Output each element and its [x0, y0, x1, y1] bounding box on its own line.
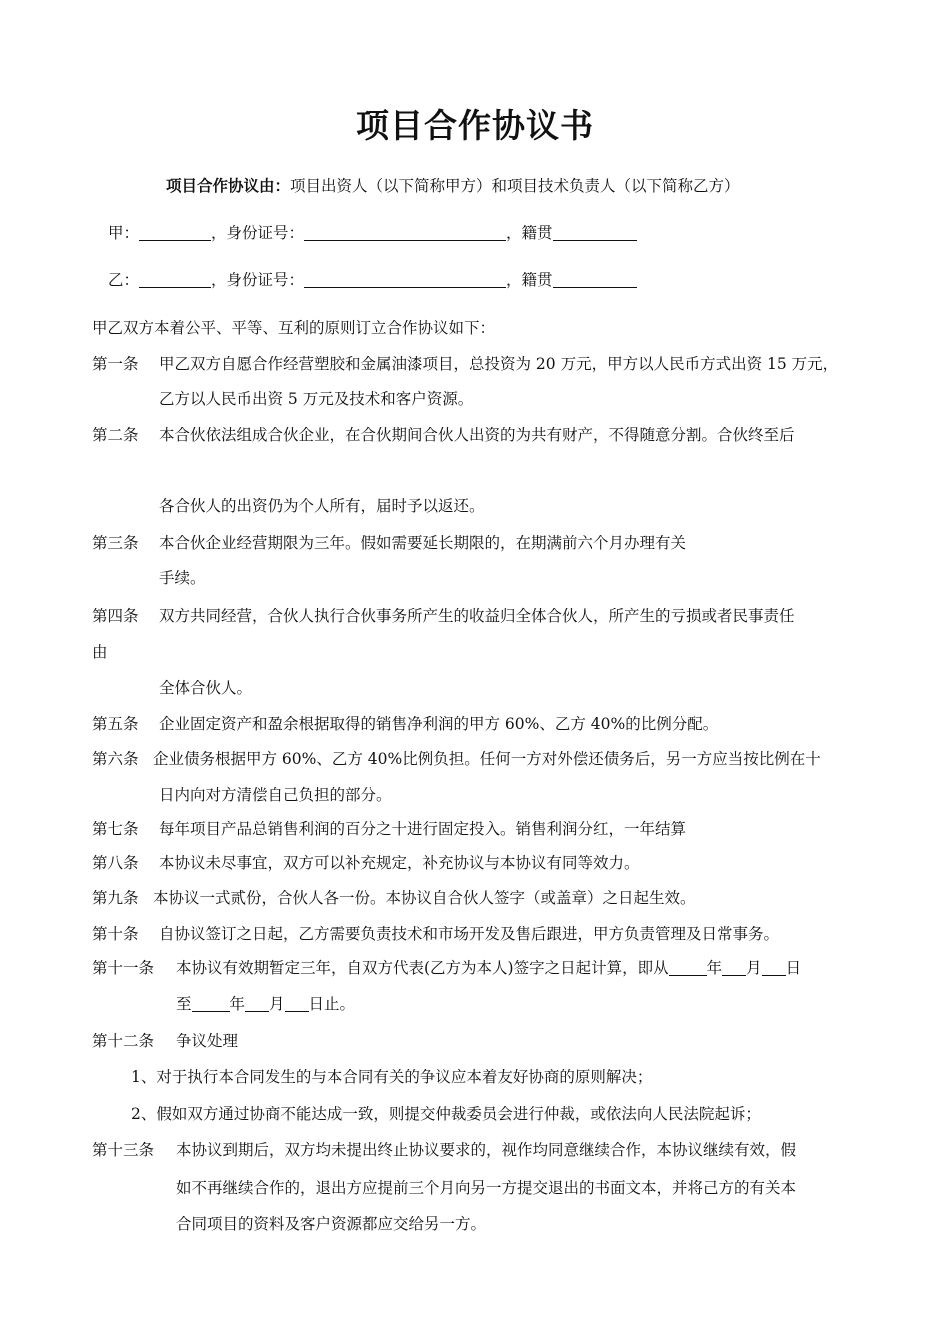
clause-10-line-1: 自协议签订之日起，乙方需要负责技术和市场开发及售后跟进，甲方负责管理及日常事务。	[159, 925, 780, 943]
clause-8-line-1: 本协议未尽事宜，双方可以补充规定，补充协议与本协议有同等效力。	[159, 854, 640, 872]
clause-5-line-1: 企业固定资产和盈余根据取得的销售净利润的甲方 60%、乙方 40%的比例分配。	[159, 715, 719, 733]
clause-12-item-2: 2、假如双方通过协商不能达成一致，则提交仲裁委员会进行仲裁，或依法向人民法院起诉；	[131, 1105, 761, 1123]
end-day-blank[interactable]	[285, 995, 309, 1012]
clause-6-line-1: 企业债务根据甲方 60%、乙方 40%比例负担。任何一方对外偿还债务后，另一方应当按比例在十	[153, 750, 821, 768]
clause-3-number: 第三条	[92, 534, 139, 552]
party-b-id-label: ，身份证号：	[211, 271, 305, 289]
clause-4-line-2: 由	[92, 643, 108, 661]
clause-13-line-2: 如不再继续合作的，退出方应提前三个月向另一方提交退出的书面文本，并将己方的有关本	[176, 1179, 797, 1197]
party-a-id-label: ，身份证号：	[211, 224, 305, 242]
clause-11-text-1: 本协议有效期暂定三年，自双方代表(乙方为本人)签字之日起计算，即从	[176, 959, 669, 977]
party-b-label: 乙：	[108, 271, 140, 289]
party-a-line	[108, 222, 637, 244]
start-day-label: 日	[785, 959, 802, 977]
clause-7-line-1: 每年项目产品总销售利润的百分之十进行固定投入。销售利润分红，一年结算	[159, 820, 687, 838]
clause-1-line-1: 甲乙双方自愿合作经营塑胶和金属油漆项目，总投资为 20 万元，甲方以人民币方式出资 15 万元，	[159, 355, 839, 373]
clause-11-text-2: 至	[176, 995, 192, 1013]
clause-9-line-1: 本协议一式贰份，合伙人各一份。本协议自合伙人签字（或盖章）之日起生效。	[153, 889, 696, 907]
start-day-blank[interactable]	[762, 959, 786, 976]
party-a-name-blank[interactable]	[139, 224, 211, 241]
clause-2-line-2: 各合伙人的出资仍为个人所有，届时予以返还。	[159, 497, 485, 515]
intro-label: 项目合作协议由：	[166, 176, 291, 195]
document-title: 项目合作协议书	[356, 106, 594, 145]
party-a-origin-label: ，籍贯	[506, 224, 553, 242]
end-month-label: 月	[269, 995, 285, 1013]
start-month-blank[interactable]	[722, 959, 746, 976]
clause-4-line-3: 全体合伙人。	[159, 679, 253, 697]
clause-11-line-1	[176, 957, 801, 979]
party-a-label: 甲：	[108, 224, 140, 242]
clause-4-line-1: 双方共同经营，合伙人执行合伙事务所产生的收益归全体合伙人，所产生的亏损或者民事责任	[159, 607, 795, 625]
clause-3-line-2: 手续。	[159, 569, 206, 587]
clause-12-heading: 争议处理	[176, 1032, 239, 1050]
start-month-label: 月	[746, 959, 762, 977]
party-a-id-blank[interactable]	[304, 224, 506, 241]
party-b-name-blank[interactable]	[139, 271, 211, 288]
clause-12-number: 第十二条	[92, 1032, 155, 1050]
clause-12-item-1: 1、对于执行本合同发生的与本合同有关的争议应本着友好协商的原则解决；	[131, 1068, 653, 1086]
clause-1-number: 第一条	[92, 355, 139, 373]
clause-6-number: 第六条	[92, 750, 139, 768]
clause-8-number: 第八条	[92, 854, 139, 872]
clause-11-number: 第十一条	[92, 959, 155, 977]
preamble: 甲乙双方本着公平、平等、互利的原则订立合作协议如下：	[92, 319, 496, 337]
party-b-origin-label: ，籍贯	[506, 271, 553, 289]
clause-3-line-1: 本合伙企业经营期限为三年。假如需要延长期限的，在期满前六个月办理有关	[159, 534, 687, 552]
clause-9-number: 第九条	[92, 889, 139, 907]
clause-2-number: 第二条	[92, 426, 139, 444]
intro-text: 项目出资人（以下简称甲方）和项目技术负责人（以下简称乙方）	[290, 177, 740, 195]
clause-13-line-1: 本协议到期后，双方均未提出终止协议要求的，视作均同意继续合作，本协议继续有效，假	[176, 1141, 797, 1159]
clause-7-number: 第七条	[92, 820, 139, 838]
clause-11-line-2	[176, 993, 355, 1015]
party-b-line	[108, 269, 637, 291]
end-day-label: 日止。	[308, 995, 356, 1013]
clause-2-line-1: 本合伙依法组成合伙企业，在合伙期间合伙人出资的为共有财产，不得随意分割。合伙终至后	[159, 426, 795, 444]
end-year-label: 年	[229, 995, 246, 1013]
party-b-origin-blank[interactable]	[553, 271, 637, 288]
end-year-blank[interactable]	[192, 995, 230, 1012]
party-b-id-blank[interactable]	[304, 271, 506, 288]
clause-5-number: 第五条	[92, 715, 139, 733]
end-month-blank[interactable]	[245, 995, 269, 1012]
clause-4-number: 第四条	[92, 607, 139, 625]
intro-line	[166, 175, 740, 197]
clause-13-line-3: 合同项目的资料及客户资源都应交给另一方。	[176, 1215, 487, 1233]
clause-13-number: 第十三条	[92, 1141, 155, 1159]
start-year-blank[interactable]	[669, 959, 707, 976]
clause-6-line-2: 日内向对方清偿自己负担的部分。	[159, 786, 392, 804]
party-a-origin-blank[interactable]	[553, 224, 637, 241]
clause-1-line-2: 乙方以人民币出资 5 万元及技术和客户资源。	[159, 390, 474, 408]
clause-10-number: 第十条	[92, 925, 139, 943]
start-year-label: 年	[706, 959, 723, 977]
